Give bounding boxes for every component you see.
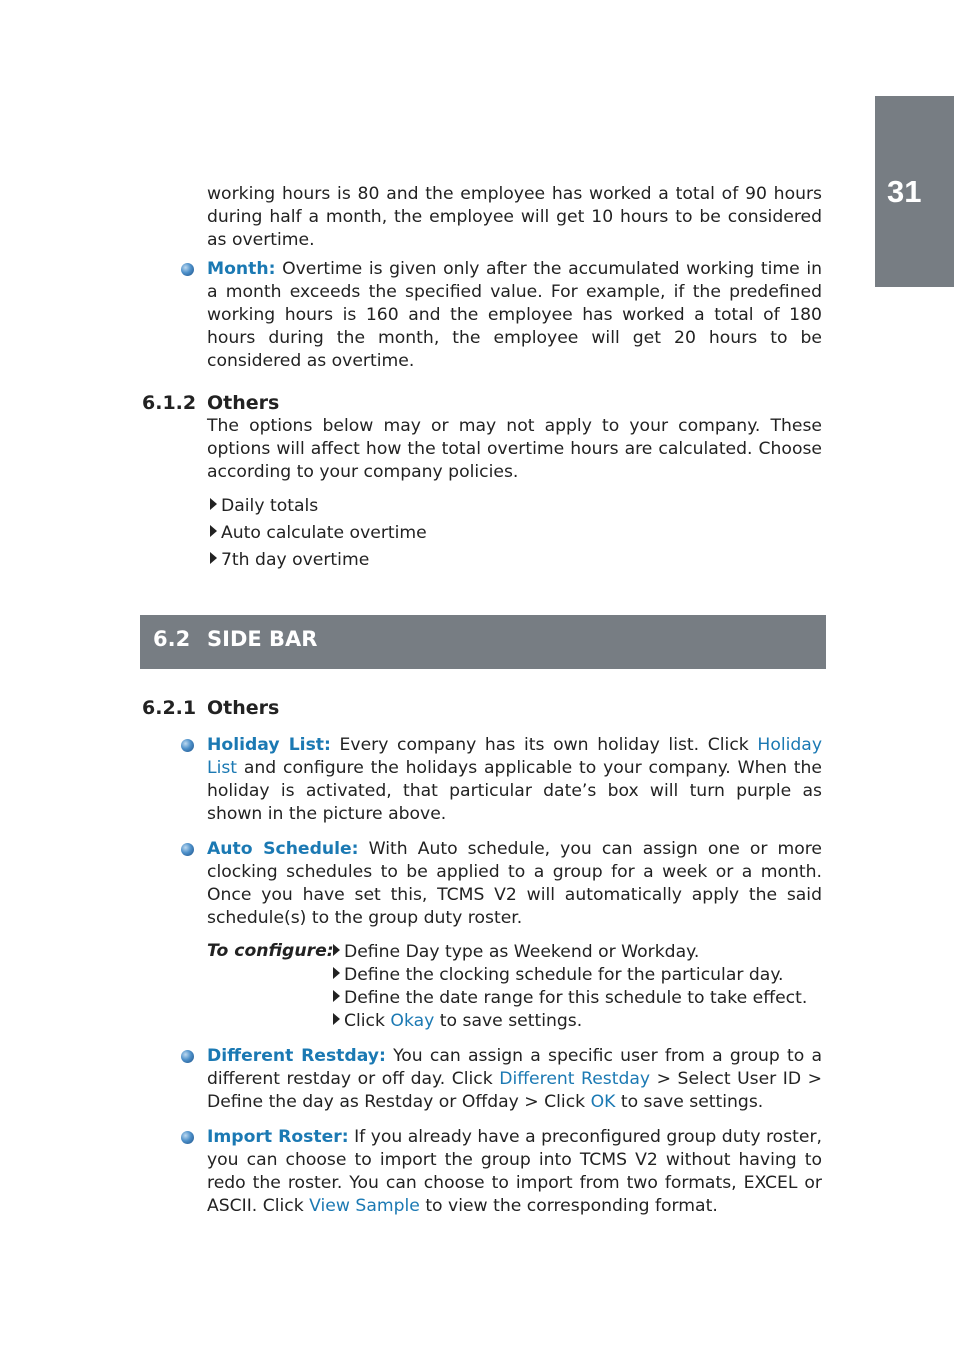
auto-schedule-term: Auto Schedule: (207, 839, 359, 859)
different-restday-text: to save settings. (615, 1092, 764, 1112)
heading-title: Others (207, 392, 280, 414)
section-number: 6.2 (153, 627, 191, 651)
holiday-list-text: and configure the holidays applicable to your company. When the holiday is activated, that particular date’s box will turn purple as shown in the picture above. (207, 758, 822, 824)
option-item (210, 495, 318, 518)
option-label: Auto calculate overtime (221, 523, 427, 543)
auto-schedule-item (207, 838, 822, 930)
month-item (207, 258, 822, 373)
import-roster-item (207, 1126, 822, 1218)
arrow-right-icon (333, 1013, 340, 1025)
arrow-right-icon (333, 967, 340, 979)
holiday-list-text: Every company has its own holiday list. Click (330, 735, 758, 755)
bullet-icon (181, 843, 194, 856)
different-restday-text: > Select User ID > Define the day as Restday or Offday > Click (207, 1069, 822, 1112)
arrow-right-icon (210, 525, 217, 537)
arrow-right-icon (210, 498, 217, 510)
section-title: SIDE BAR (207, 627, 318, 651)
holiday-list-term: Holiday List: (207, 735, 331, 755)
different-restday-item (207, 1045, 822, 1114)
arrow-right-icon (333, 990, 340, 1002)
arrow-right-icon (333, 944, 340, 956)
option-item (210, 522, 427, 545)
step-label: Click (344, 1011, 391, 1031)
section-bar-6-2 (140, 615, 826, 669)
step-label: to save settings. (434, 1011, 583, 1031)
import-roster-text: If you already have a preconfigured group duty roster, you can choose to import the group into TCMS V2 without having to redo the roster. You can choose to import from two formats, EXCEL or ASCII. Click (207, 1127, 822, 1216)
others-description: The options below may or may not apply to your company. These options will affect how the total overtime hours are calculated. Choose according to your company policies. (207, 416, 822, 482)
heading-number: 6.2.1 (142, 697, 197, 719)
okay-link: Okay (390, 1011, 435, 1031)
page-number-tab (875, 96, 954, 287)
heading-number: 6.1.2 (142, 392, 197, 414)
import-roster-term: Import Roster: (207, 1127, 349, 1147)
different-restday-text: You can assign a specific user from a group to a different restday or off day. Click (207, 1046, 822, 1089)
view-sample-link: View Sample (309, 1196, 420, 1216)
arrow-right-icon (210, 552, 217, 564)
intro-paragraph: working hours is 80 and the employee has worked a total of 90 hours during half a month, the employee will get 10 hours to be considered as overtime. (207, 184, 822, 250)
holiday-list-item (207, 734, 822, 826)
bullet-icon (181, 1050, 194, 1063)
configure-step (333, 1010, 582, 1033)
configure-label: To configure: (207, 941, 334, 961)
bullet-icon (181, 1131, 194, 1144)
page-number: 31 (887, 174, 922, 209)
option-label: 7th day overtime (221, 550, 370, 570)
step-label: Define the clocking schedule for the particular day. (344, 965, 784, 985)
bullet-icon (181, 263, 194, 276)
configure-step (333, 987, 807, 1010)
different-restday-link: Different Restday (499, 1069, 651, 1089)
different-restday-term: Different Restday: (207, 1046, 386, 1066)
option-item (210, 549, 369, 572)
month-term: Month: (207, 259, 276, 279)
bullet-icon (181, 739, 194, 752)
month-text: Overtime is given only after the accumulated working time in a month exceeds the specified value. For example, if the predefined working hours is 160 and the employee has worked a total of 180 hours during the month, the employee will get 20 hours to be considered as overtime. (207, 259, 822, 371)
option-label: Daily totals (221, 496, 319, 516)
configure-step (333, 964, 784, 987)
ok-link: OK (590, 1092, 616, 1112)
heading-6-2-1 (142, 697, 279, 719)
step-label: Define the date range for this schedule to take effect. (344, 988, 808, 1008)
configure-step (333, 941, 699, 964)
step-label: Define Day type as Weekend or Workday. (344, 942, 700, 962)
holiday-list-link: Holiday List (207, 735, 822, 778)
heading-title: Others (207, 697, 280, 719)
heading-6-1-2 (142, 392, 279, 414)
import-roster-text: to view the corresponding format. (419, 1196, 718, 1216)
auto-schedule-text: With Auto schedule, you can assign one or more clocking schedules to be applied to a group for a week or a month. Once you have set this, TCMS V2 will automatically apply the said schedule(s) to the group duty roster. (207, 839, 823, 928)
